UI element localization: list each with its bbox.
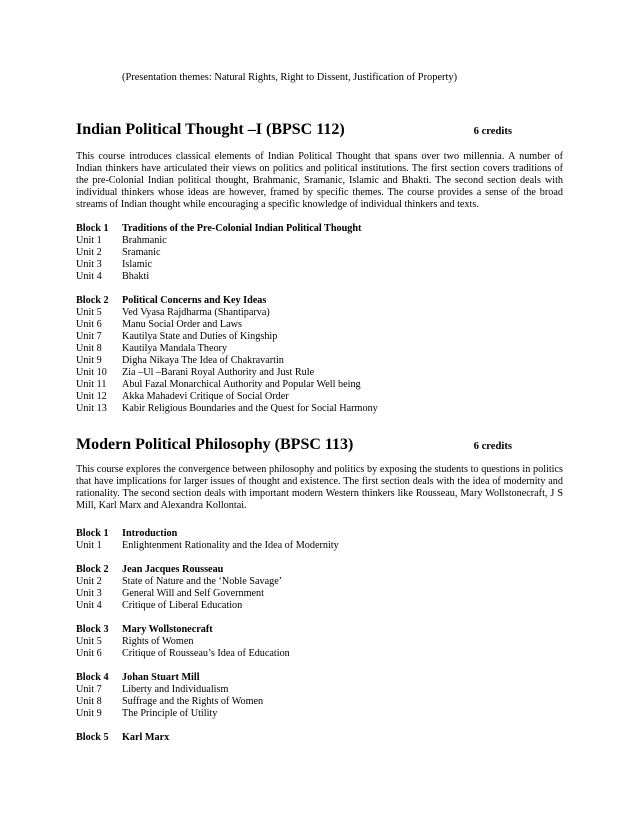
unit-title: Sramanic [122, 247, 161, 258]
unit-label: Unit 3 [76, 588, 102, 599]
unit-row [76, 696, 563, 708]
course-description: This course introduces classical elements of Indian Political Thought that spans over two millennia. A number of Indian thinkers have articulated their views on politics and political institutions. The first section covers traditions of the pre-Colonial Indian political thought, Brahmanic, Sramanic, Islamic and Bhakti. The second section deals with individual thinkers whose ideas are however, framed by specific themes. The course provides a sense of the broad streams of Indian thought while encouraging a specific knowledge of individual thinkers and texts. [76, 151, 563, 210]
unit-row [76, 576, 563, 588]
unit-row [76, 708, 563, 720]
unit-title: Kautilya State and Duties of Kingship [122, 331, 278, 342]
course-heading [76, 121, 512, 139]
unit-row [76, 600, 563, 612]
unit-title: Ved Vyasa Rajdharma (Shantiparva) [122, 307, 270, 318]
unit-title: Brahmanic [122, 235, 167, 246]
unit-label: Unit 2 [76, 576, 102, 587]
unit-title: General Will and Self Government [122, 588, 264, 599]
unit-label: Unit 5 [76, 636, 102, 647]
block-heading [76, 528, 563, 540]
course-credits: 6 credits [473, 126, 512, 137]
unit-title: Zia –Ul –Barani Royal Authority and Just Rule [122, 367, 315, 378]
unit-title: Akka Mahadevi Critique of Social Order [122, 391, 289, 402]
unit-row [76, 367, 563, 379]
unit-label: Unit 8 [76, 343, 102, 354]
course-heading [76, 436, 512, 454]
unit-label: Unit 4 [76, 600, 102, 611]
unit-title: Islamic [122, 259, 152, 270]
unit-row [76, 648, 563, 660]
unit-label: Unit 7 [76, 684, 102, 695]
unit-row [76, 540, 563, 552]
course-blocks [76, 223, 563, 427]
unit-row [76, 588, 563, 600]
block-heading [76, 564, 563, 576]
block-title: Karl Marx [122, 732, 170, 743]
unit-title: Manu Social Order and Laws [122, 319, 242, 330]
block-label: Block 2 [76, 295, 109, 306]
unit-row [76, 636, 563, 648]
unit-title: Suffrage and the Rights of Women [122, 696, 264, 707]
course-title: Modern Political Philosophy (BPSC 113) [76, 436, 354, 453]
unit-row [76, 247, 563, 259]
unit-title: Digha Nikaya The Idea of Chakravartin [122, 355, 284, 366]
course-block [76, 624, 563, 660]
unit-label: Unit 9 [76, 708, 102, 719]
block-label: Block 4 [76, 672, 109, 683]
block-heading [76, 295, 563, 307]
block-heading [76, 672, 563, 684]
course-title: Indian Political Thought –I (BPSC 112) [76, 121, 345, 138]
block-title: Introduction [122, 528, 178, 539]
unit-label: Unit 1 [76, 235, 102, 246]
unit-label: Unit 1 [76, 540, 102, 551]
unit-title: Kabir Religious Boundaries and the Quest for Social Harmony [122, 403, 378, 414]
unit-label: Unit 3 [76, 259, 102, 270]
block-title: Traditions of the Pre-Colonial Indian Political Thought [122, 223, 362, 234]
block-title: Johan Stuart Mill [122, 672, 200, 683]
unit-row [76, 379, 563, 391]
unit-title: State of Nature and the ‘Noble Savage’ [122, 576, 283, 587]
unit-title: Abul Fazal Monarchical Authority and Popular Well being [122, 379, 361, 390]
block-label: Block 1 [76, 528, 109, 539]
unit-title: Rights of Women [122, 636, 194, 647]
unit-row [76, 259, 563, 271]
block-title: Jean Jacques Rousseau [122, 564, 224, 575]
unit-row [76, 271, 563, 283]
unit-title: Liberty and Individualism [122, 684, 229, 695]
unit-label: Unit 8 [76, 696, 102, 707]
unit-title: Enlightenment Rationality and the Idea of Modernity [122, 540, 339, 551]
unit-row [76, 391, 563, 403]
course-block [76, 528, 563, 552]
course-blocks [76, 528, 563, 756]
presentation-themes-note: (Presentation themes: Natural Rights, Right to Dissent, Justification of Property) [122, 72, 458, 83]
unit-row [76, 307, 563, 319]
block-label: Block 1 [76, 223, 109, 234]
unit-row [76, 235, 563, 247]
course-block [76, 672, 563, 720]
unit-row [76, 684, 563, 696]
unit-label: Unit 9 [76, 355, 102, 366]
unit-title: The Principle of Utility [122, 708, 218, 719]
course-description: This course explores the convergence between philosophy and politics by exposing the students to questions in politics that have implications for larger issues of thought and existence. The first section deals with the idea of modernity and rationality. The second section deals with important modern Western thinkers like Rousseau, Mary Wollstonecraft, J S Mill, Karl Marx and Alexandra Kollontai. [76, 464, 563, 511]
course-block [76, 295, 563, 415]
unit-label: Unit 7 [76, 331, 102, 342]
unit-title: Critique of Rousseau’s Idea of Education [122, 648, 290, 659]
block-label: Block 3 [76, 624, 109, 635]
unit-label: Unit 12 [76, 391, 107, 402]
unit-title: Kautilya Mandala Theory [122, 343, 228, 354]
unit-row [76, 355, 563, 367]
unit-label: Unit 6 [76, 648, 102, 659]
unit-row [76, 319, 563, 331]
course-block [76, 732, 563, 744]
course-block [76, 223, 563, 283]
unit-label: Unit 10 [76, 367, 107, 378]
unit-label: Unit 6 [76, 319, 102, 330]
unit-row [76, 331, 563, 343]
block-label: Block 5 [76, 732, 109, 743]
course-credits: 6 credits [473, 441, 512, 452]
unit-label: Unit 2 [76, 247, 102, 258]
course-block [76, 564, 563, 612]
unit-row [76, 403, 563, 415]
unit-title: Critique of Liberal Education [122, 600, 243, 611]
unit-label: Unit 13 [76, 403, 107, 414]
block-heading [76, 624, 563, 636]
block-heading [76, 223, 563, 235]
block-label: Block 2 [76, 564, 109, 575]
unit-label: Unit 5 [76, 307, 102, 318]
block-title: Political Concerns and Key Ideas [122, 295, 267, 306]
unit-title: Bhakti [122, 271, 150, 282]
unit-row [76, 343, 563, 355]
block-title: Mary Wollstonecraft [122, 624, 213, 635]
unit-label: Unit 11 [76, 379, 107, 390]
unit-label: Unit 4 [76, 271, 102, 282]
block-heading [76, 732, 563, 744]
